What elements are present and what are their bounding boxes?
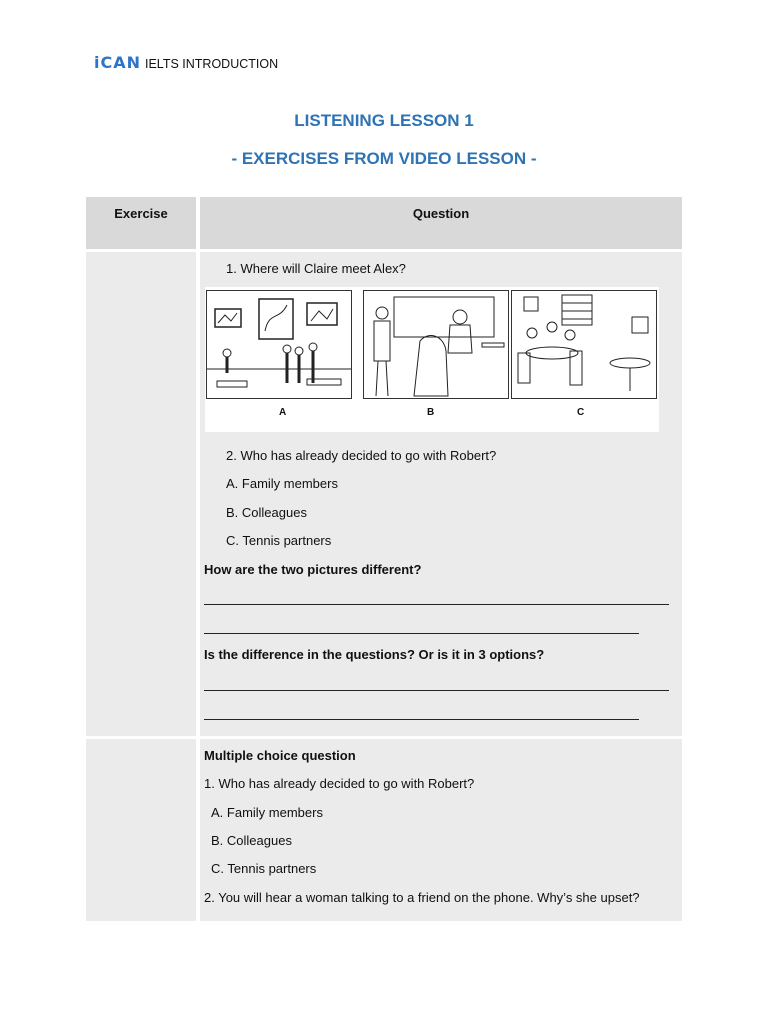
multiple-choice-heading: Multiple choice question xyxy=(204,748,356,763)
mc-option-a: A. Family members xyxy=(211,805,323,820)
mc-option-b: B. Colleagues xyxy=(211,833,292,848)
answer-line-3 xyxy=(204,690,669,691)
mc-option-c: C. Tennis partners xyxy=(211,861,317,876)
page-header xyxy=(94,54,278,72)
question-2: 2. Who has already decided to go with Robert? xyxy=(226,448,497,463)
answer-line-4 xyxy=(204,719,639,720)
logo-i: i xyxy=(94,53,101,72)
answer-line-1 xyxy=(204,604,669,605)
mc-question-2: 2. You will hear a woman talking to a friend on the phone. Why’s she upset? xyxy=(204,890,640,905)
picture-options xyxy=(205,287,659,432)
picture-label-b: B xyxy=(427,407,435,418)
header-text: IELTS INTRODUCTION xyxy=(145,57,279,71)
column-header-exercise: Exercise xyxy=(86,197,196,249)
logo-can: CAN xyxy=(100,53,141,72)
hairdresser-illustration xyxy=(364,291,508,398)
option-c: C. Tennis partners xyxy=(226,533,332,548)
column-header-question: Question xyxy=(200,197,682,249)
option-b: B. Colleagues xyxy=(226,505,307,520)
picture-label-a: A xyxy=(279,407,287,418)
gallery-illustration xyxy=(207,291,351,398)
ican-logo xyxy=(94,54,141,72)
prompt-pictures-different: How are the two pictures different? xyxy=(204,562,422,577)
lesson-subtitle: - EXERCISES FROM VIDEO LESSON - xyxy=(231,149,537,168)
exercise-cell-2 xyxy=(86,739,196,921)
picture-a-gallery xyxy=(206,290,352,399)
question-1: 1. Where will Claire meet Alex? xyxy=(226,261,406,276)
picture-c-cafe xyxy=(511,290,657,399)
answer-line-2 xyxy=(204,633,639,634)
picture-label-c: C xyxy=(577,407,585,418)
cafe-illustration xyxy=(512,291,656,398)
exercise-cell-1 xyxy=(86,252,196,736)
prompt-difference: Is the difference in the questions? Or is it in 3 options? xyxy=(204,647,545,662)
picture-b-hairdresser xyxy=(363,290,509,399)
option-a: A. Family members xyxy=(226,476,338,491)
lesson-title: LISTENING LESSON 1 xyxy=(294,111,474,130)
mc-question-1: 1. Who has already decided to go with Robert? xyxy=(204,776,475,791)
